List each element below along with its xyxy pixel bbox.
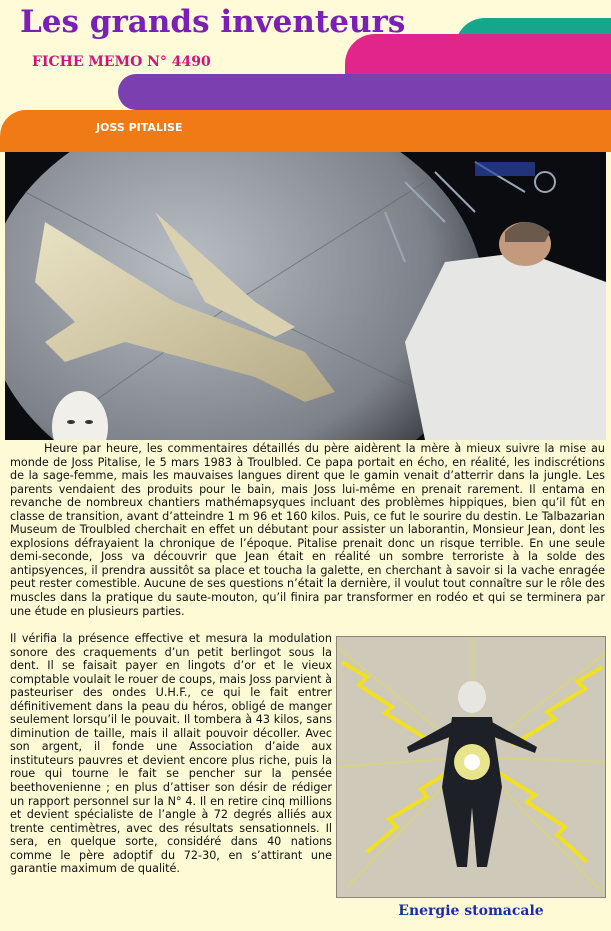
purple-band <box>118 74 611 110</box>
article-column-text: Il vérifia la présence effective et mesura la modulation sonore des craquements d’un petit berlingot sous la dent. Il se faisait payer en lingots d’or et le vieux comptable voulait le rouer de coups, mais Joss parvient à pasteuriser des ondes U.H.F., ce qui le fait entrer définitivement dans la peau du héros, obligé de manger seulement lorsqu’il le pouvait. Il tombera à 43 kilos, sans diminution de taille, mais il allait pouvoir décoller. Avec son argent, il fonde une Association d’aide aux instituteurs pauvres et devient encore plus riche, puis la roue qui tourne le fait se pencher sur la pensée beethovenienne ; en plus d’attiser son désir de rédiger un rapport personnel sur la N° 4. Il en retire cinq millions et devient spécialiste de l’angle à 72 degrés alliés aux trente centimètres, avec des résultats sensationnels. Il sera, en quelque sorte, considéré dans 40 nations comme le père adoptif du 72-30, en s’attirant une garantie maximum de qualité. <box>10 632 332 876</box>
pink-band <box>345 34 611 76</box>
inventor-name: JOSS PITALISE <box>96 121 183 134</box>
lab-photo <box>5 152 606 440</box>
article-paragraph-text: Heure par heure, les commentaires détaillés du père aidèrent la mère à mieux suivre la mise au monde de Joss Pitalise, le 5 mars 1983 à Troulbled. Ce papa portait en écho, en réalité, les indiscrétions de la sage-femme, mais les mauvaises langues dirent que le gamin venait d’atterrir dans la jungle. Les parents vendaient des produits pour le bain, mais Joss lui-même en prenait rarement. Il entama en revanche de nombreux chantiers mathémapsyques incluant des problèmes hippiques, bien qu’il fût en classe de transition, avant d’atteindre 1 m 96 et 160 kilos. Puis, ce fut le sourire du destin. Le Talbazarian Museum de Troulbled cherchait en effet un débutant pour assister un laborantin, Monsieur Jean, dont les explosions défrayaient la chronique de l’époque. Pitalise prenait donc un risque terrible. En une seule demi-seconde, Joss va découvrir que Jean était en réalité un sombre terroriste à la solde des antipsyences, il prendra aussitôt sa place et toucha la galette, en cherchant à savoir si la vache enragée peut rester comestible. Aucune de ses questions n’était la dernière, il voulut tout connaître sur le rôle des muscles dans la pratique du saute-mouton, qu’il finira par transformer en rodéo et qui se terminera par une étude en plusieurs parties. <box>10 442 605 618</box>
header-banner <box>0 0 611 152</box>
article-paragraph <box>10 442 605 618</box>
page-title: Les grands inventeurs <box>20 4 406 40</box>
comic-illustration <box>336 636 606 898</box>
illustration-caption: Energie stomacale <box>398 903 544 919</box>
character-head <box>458 681 486 713</box>
orange-band <box>0 110 611 152</box>
memo-number: FICHE MEMO N° 4490 <box>32 54 211 70</box>
